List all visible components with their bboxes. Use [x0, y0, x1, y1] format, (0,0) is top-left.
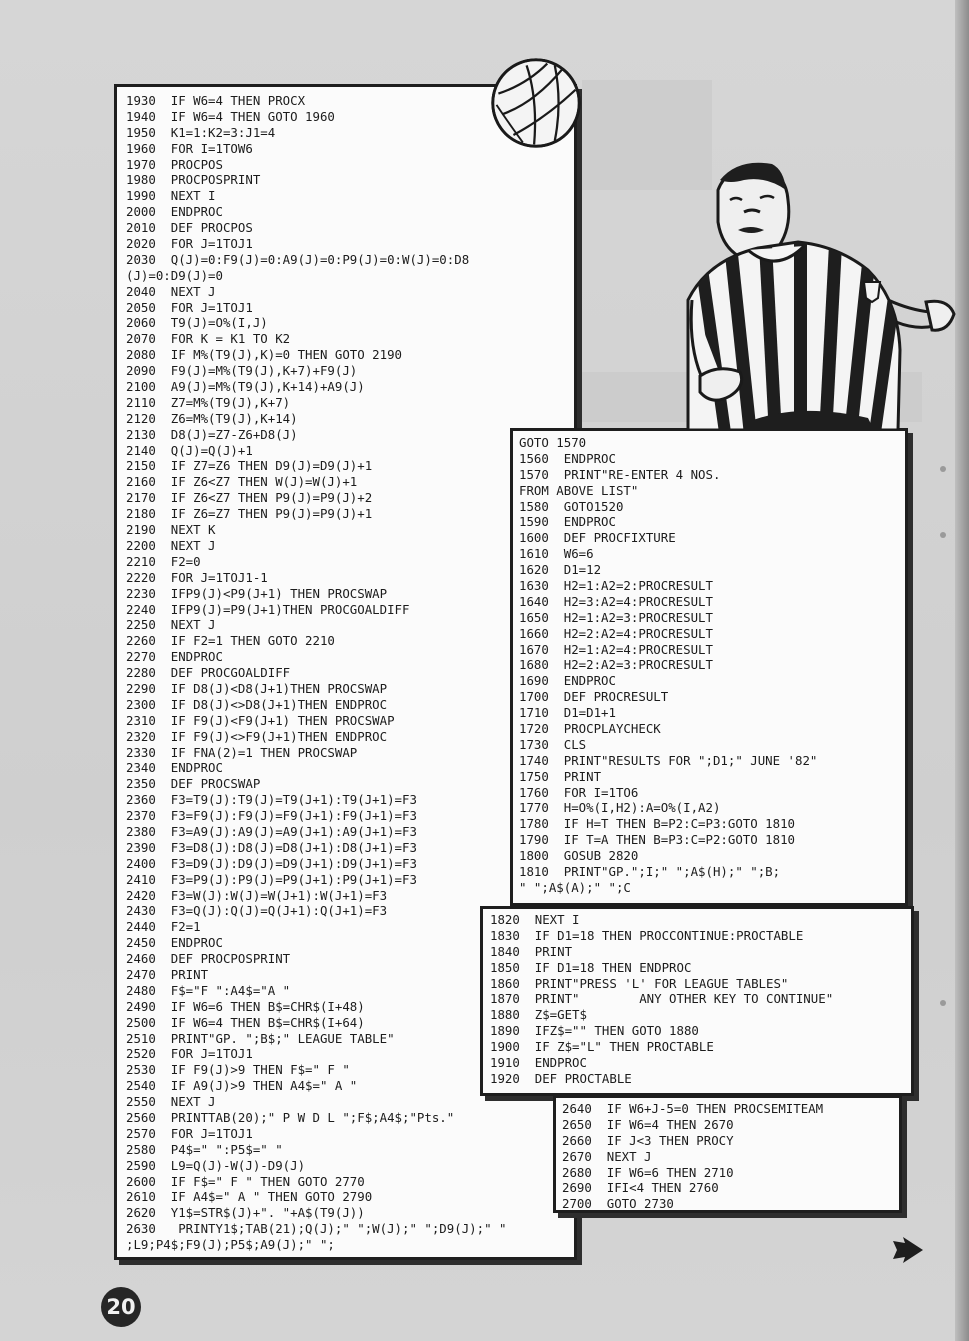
code-line: 2510 PRINT"GP. ";B$;" LEAGUE TABLE"	[126, 1030, 395, 1046]
code-line: 2560 PRINTTAB(20);" P W D L ";F$;A4$;"Pts."	[126, 1110, 455, 1125]
code-line: 2380 F3=A9(J):A9(J)=A9(J+1):A9(J+1)=F3	[126, 823, 417, 839]
code-line: 2390 F3=D8(J):D8(J)=D8(J+1):D8(J+1)=F3	[126, 839, 417, 855]
code-line: 2490 IF W6=6 THEN B$=CHR$(I+48)	[126, 998, 365, 1014]
code-line: 1640 H2=3:A2=4:PROCRESULT	[519, 593, 713, 609]
code-line: 1660 H2=2:A2=4:PROCRESULT	[519, 625, 713, 641]
code-line: 2610 IF A4$=" A " THEN GOTO 2790	[126, 1189, 373, 1205]
code-line: 2370 F3=F9(J):F9(J)=F9(J+1):F9(J+1)=F3	[126, 808, 417, 824]
code-line: 1960 FOR I=1TOW6	[126, 140, 253, 156]
page-mark	[940, 1000, 946, 1006]
code-line: 1880 Z$=GET$	[490, 1007, 587, 1023]
code-line: 2630 PRINTY1$;TAB(21);Q(J);" ";W(J);" ";D9(J);" "	[126, 1221, 507, 1237]
code-line: 2000 ENDPROC	[126, 204, 223, 220]
code-line: 2170 IF Z6<Z7 THEN P9(J)=P9(J)+2	[126, 490, 373, 506]
code-line: 1800 GOSUB 2820	[519, 848, 639, 864]
code-line: 2300 IF D8(J)<>D8(J+1)THEN ENDPROC	[126, 696, 388, 712]
code-line: 2440 F2=1	[126, 919, 201, 935]
code-line: 1650 H2=1:A2=3:PROCRESULT	[519, 609, 713, 625]
code-line: 2180 IF Z6=Z7 THEN P9(J)=P9(J)+1	[126, 506, 373, 522]
code-line: 2260 IF F2=1 THEN GOTO 2210	[126, 633, 335, 649]
code-line: 2310 IF F9(J)<F9(J+1) THEN PROCSWAP	[126, 712, 395, 728]
code-line: 2690 IFI<4 THEN 2760	[562, 1180, 719, 1196]
code-line: 2060 T9(J)=O%(I,J)	[126, 315, 268, 331]
code-line: (J)=0:D9(J)=0	[126, 267, 223, 283]
code-line: 1690 ENDPROC	[519, 673, 616, 689]
code-line: 2550 NEXT J	[126, 1094, 216, 1110]
code-line: 2410 F3=P9(J):P9(J)=P9(J+1):P9(J+1)=F3	[126, 871, 417, 887]
code-line: 2700 GOTO 2730	[562, 1196, 674, 1212]
code-line: 2580 P4$=" ":P5$=" "	[126, 1141, 283, 1157]
code-line: 1670 H2=1:A2=4:PROCRESULT	[519, 641, 713, 657]
code-line: 2130 D8(J)=Z7-Z6+D8(J)	[126, 426, 298, 442]
code-line: 2020 FOR J=1TOJ1	[126, 236, 253, 252]
code-line: 2660 IF J<3 THEN PROCY	[562, 1132, 734, 1148]
code-line: 2470 PRINT	[126, 966, 209, 982]
code-line: 1950 K1=1:K2=3:J1=4	[126, 124, 276, 140]
code-line: 1700 DEF PROCRESULT	[519, 689, 669, 705]
page-number: 20	[101, 1287, 141, 1327]
code-line: 2400 F3=D9(J):D9(J)=D9(J+1):D9(J+1)=F3	[126, 855, 417, 871]
code-line: 1920 DEF PROCTABLE	[490, 1070, 632, 1086]
code-line: 2240 IFP9(J)=P9(J+1)THEN PROCGOALDIFF	[126, 601, 410, 617]
code-line: 1680 H2=2:A2=3:PROCRESULT	[519, 657, 713, 673]
code-line: 2320 IF F9(J)<>F9(J+1)THEN ENDPROC	[126, 728, 388, 744]
code-line: 1840 PRINT	[490, 943, 573, 959]
code-line: 1710 D1=D1+1	[519, 705, 616, 721]
code-line: FROM ABOVE LIST"	[519, 482, 639, 498]
code-line: 2080 IF M%(T9(J),K)=0 THEN GOTO 2190	[126, 347, 403, 363]
code-line: 1780 IF H=T THEN B=P2:C=P3:GOTO 1810	[519, 816, 796, 832]
code-line: 2520 FOR J=1TOJ1	[126, 1046, 253, 1062]
listing-panel-4	[553, 1095, 902, 1213]
code-line: 2420 F3=W(J):W(J)=W(J+1):W(J+1)=F3	[126, 887, 388, 903]
code-line: 1750 PRINT	[519, 768, 602, 784]
code-line: " ";A$(A);" ";C	[519, 879, 631, 895]
code-line: 1790 IF T=A THEN B=P3:C=P2:GOTO 1810	[519, 832, 796, 848]
code-line: 2530 IF F9(J)>9 THEN F$=" F "	[126, 1062, 350, 1078]
code-line: 2280 DEF PROCGOALDIFF	[126, 665, 291, 681]
code-line: 1610 W6=6	[519, 546, 594, 562]
code-line: 2110 Z7=M%(T9(J),K+7)	[126, 394, 291, 410]
code-line: 1760 FOR I=1TO6	[519, 784, 639, 800]
code-line: 1570 PRINT"RE-ENTER 4 NOS.	[519, 466, 721, 482]
code-line: 2330 IF FNA(2)=1 THEN PROCSWAP	[126, 744, 358, 760]
code-line: GOTO 1570	[519, 435, 587, 450]
code-line: 2150 IF Z7=Z6 THEN D9(J)=D9(J)+1	[126, 458, 373, 474]
code-line: 2210 F2=0	[126, 553, 201, 569]
code-line: 1730 CLS	[519, 736, 587, 752]
code-line: 2450 ENDPROC	[126, 935, 223, 951]
code-line: 2670 NEXT J	[562, 1148, 652, 1164]
code-line: ;L9;P4$;F9(J);P5$;A9(J);" ";	[126, 1237, 335, 1253]
code-line: 2430 F3=Q(J):Q(J)=Q(J+1):Q(J+1)=F3	[126, 903, 388, 919]
football-icon	[489, 56, 583, 150]
code-line: 2650 IF W6=4 THEN 2670	[562, 1116, 734, 1132]
listing-panel-3	[480, 906, 914, 1096]
code-line: 1990 NEXT I	[126, 188, 216, 204]
code-line: 2100 A9(J)=M%(T9(J),K+14)+A9(J)	[126, 379, 365, 395]
code-line: 1560 ENDPROC	[519, 450, 616, 466]
code-line: 1940 IF W6=4 THEN GOTO 1960	[126, 108, 335, 124]
listing-panel-4-code	[556, 1098, 899, 1212]
page-mark	[940, 532, 946, 538]
code-line: 2620 Y1$=STR$(J)+". "+A$(T9(J))	[126, 1205, 365, 1221]
code-line: 2590 L9=Q(J)-W(J)-D9(J)	[126, 1157, 306, 1173]
code-line: 1850 IF D1=18 THEN ENDPROC	[490, 959, 692, 975]
code-line: 2540 IF A9(J)>9 THEN A4$=" A "	[126, 1078, 358, 1094]
code-line: 1630 H2=1:A2=2:PROCRESULT	[519, 578, 713, 594]
code-line: 2640 IF W6+J-5=0 THEN PROCSEMITEAM	[562, 1101, 824, 1116]
code-line: 1970 PROCPOS	[126, 156, 223, 172]
code-line: 1720 PROCPLAYCHECK	[519, 721, 661, 737]
code-line: 2480 F$="F ":A4$="A "	[126, 982, 291, 998]
code-line: 2040 NEXT J	[126, 283, 216, 299]
code-line: 2190 NEXT K	[126, 522, 216, 538]
code-line: 2230 IFP9(J)<P9(J+1) THEN PROCSWAP	[126, 585, 388, 601]
code-line: 2120 Z6=M%(T9(J),K+14)	[126, 410, 298, 426]
code-line: 2360 F3=T9(J):T9(J)=T9(J+1):T9(J+1)=F3	[126, 792, 417, 808]
code-line: 2050 FOR J=1TOJ1	[126, 299, 253, 315]
code-line: 1810 PRINT"GP.";I;" ";A$(H);" ";B;	[519, 864, 781, 880]
code-line: 2570 FOR J=1TOJ1	[126, 1125, 253, 1141]
code-line: 1900 IF Z$="L" THEN PROCTABLE	[490, 1039, 714, 1055]
code-line: 2030 Q(J)=0:F9(J)=0:A9(J)=0:P9(J)=0:W(J)=0:D8	[126, 251, 470, 267]
code-line: 1600 DEF PROCFIXTURE	[519, 530, 676, 546]
code-line: 1620 D1=12	[519, 562, 602, 578]
code-line: 1860 PRINT"PRESS 'L' FOR LEAGUE TABLES"	[490, 975, 789, 991]
page-mark	[940, 466, 946, 472]
code-line: 2160 IF Z6<Z7 THEN W(J)=W(J)+1	[126, 474, 358, 490]
code-line: 2220 FOR J=1TOJ1-1	[126, 569, 268, 585]
code-line: 2250 NEXT J	[126, 617, 216, 633]
code-line: 1770 H=O%(I,H2):A=O%(I,A2)	[519, 800, 721, 816]
code-line: 2340 ENDPROC	[126, 760, 223, 776]
code-line: 2200 NEXT J	[126, 537, 216, 553]
code-line: 1590 ENDPROC	[519, 514, 616, 530]
referee-cartoon-icon	[648, 150, 958, 430]
code-line: 2070 FOR K = K1 TO K2	[126, 331, 291, 347]
code-line: 2140 Q(J)=Q(J)+1	[126, 442, 253, 458]
code-line: 2680 IF W6=6 THEN 2710	[562, 1164, 734, 1180]
code-line: 2010 DEF PROCPOS	[126, 220, 253, 236]
code-line: 1930 IF W6=4 THEN PROCX	[126, 93, 306, 108]
code-line: 1910 ENDPROC	[490, 1055, 587, 1071]
code-line: 2270 ENDPROC	[126, 649, 223, 665]
code-line: 2090 F9(J)=M%(T9(J),K+7)+F9(J)	[126, 363, 358, 379]
code-line: 1830 IF D1=18 THEN PROCCONTINUE:PROCTABLE	[490, 927, 804, 943]
listing-panel-2-code	[513, 431, 905, 896]
code-line: 1870 PRINT" ANY OTHER KEY TO CONTINUE"	[490, 991, 834, 1007]
code-line: 1980 PROCPOSPRINT	[126, 172, 261, 188]
continue-arrow-icon	[891, 1235, 925, 1265]
code-line: 2600 IF F$=" F " THEN GOTO 2770	[126, 1173, 365, 1189]
code-line: 2290 IF D8(J)<D8(J+1)THEN PROCSWAP	[126, 680, 388, 696]
code-line: 2500 IF W6=4 THEN B$=CHR$(I+64)	[126, 1014, 365, 1030]
code-line: 2350 DEF PROCSWAP	[126, 776, 261, 792]
code-line: 2460 DEF PROCPOSPRINT	[126, 951, 291, 967]
code-line: 1820 NEXT I	[490, 912, 580, 927]
listing-panel-3-code	[483, 909, 911, 1087]
code-line: 1890 IFZ$="" THEN GOTO 1880	[490, 1023, 699, 1039]
code-line: 1580 GOTO1520	[519, 498, 624, 514]
listing-panel-2	[510, 428, 908, 906]
code-line: 1740 PRINT"RESULTS FOR ";D1;" JUNE '82"	[519, 752, 818, 768]
